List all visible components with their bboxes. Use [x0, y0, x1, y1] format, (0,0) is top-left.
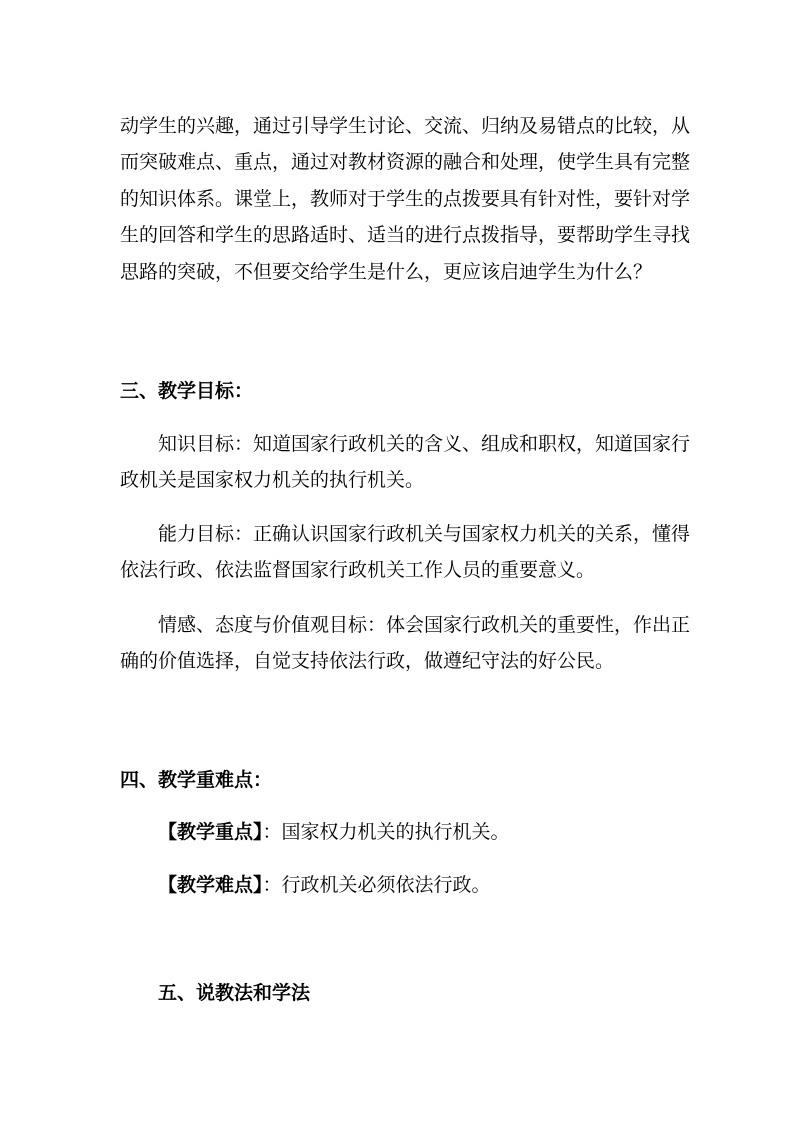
knowledge-goal-line: 政机关是国家权力机关的执行机关。	[120, 469, 425, 491]
emotion-goal-line: 确的价值选择，自觉支持依法行政，做遵纪守法的好公民。	[120, 650, 615, 672]
intro-line: 动学生的兴趣，通过引导学生讨论、交流、归纳及易错点的比较，从	[120, 115, 691, 137]
knowledge-goal-line: 知识目标：知道国家行政机关的含义、组成和职权，知道国家行	[158, 433, 691, 455]
key-point-tag: 【教学重点】	[158, 821, 263, 843]
emotion-goal	[120, 607, 691, 679]
intro-line: 的知识体系。课堂上，教师对于学生的点拨要具有针对性，要针对学	[120, 187, 691, 210]
section3-heading: 三、教学目标：	[120, 380, 254, 402]
section4-heading: 四、教学重难点：	[120, 769, 273, 791]
intro-paragraph	[120, 108, 691, 290]
key-point	[158, 817, 510, 844]
ability-goal	[120, 516, 691, 588]
difficult-point-tag: 【教学难点】	[158, 874, 263, 896]
difficult-point-text: ：行政机关必须依法行政。	[262, 874, 491, 896]
intro-line: 而突破难点、重点，通过对教材资源的融合和处理，使学生具有完整	[120, 151, 691, 174]
knowledge-goal	[120, 426, 691, 498]
emotion-goal-line: 情感、态度与价值观目标：体会国家行政机关的重要性，作出正	[158, 614, 691, 636]
ability-goal-line: 依法行政、依法监督国家行政机关工作人员的重要意义。	[120, 559, 596, 581]
section5-heading: 五、说教法和学法	[158, 982, 311, 1004]
ability-goal-line: 能力目标：正确认识国家行政机关与国家权力机关的关系，懂得	[158, 523, 691, 545]
intro-line: 思路的突破，不但要交给学生是什么，更应该启迪学生为什么？	[120, 260, 653, 283]
key-point-text: ：国家权力机关的执行机关。	[262, 821, 510, 843]
difficult-point	[158, 870, 491, 897]
intro-line: 生的回答和学生的思路适时、适当的进行点拨指导，要帮助学生寻找	[120, 224, 691, 247]
